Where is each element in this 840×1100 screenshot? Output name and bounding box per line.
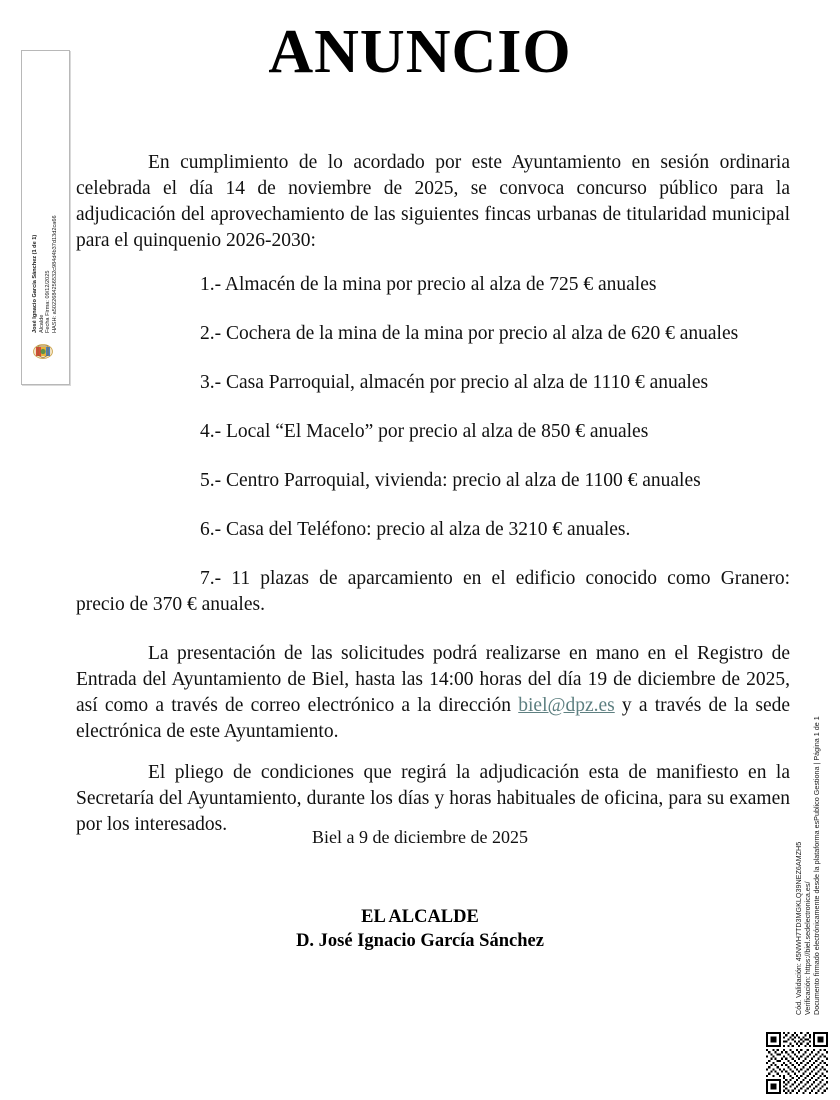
signature-signer-name: José Ignacio García Sánchez (1 de 1) xyxy=(32,234,38,333)
presentation-text-after-link: y a través de la sede electrónica de este Ayuntamiento. xyxy=(76,695,790,742)
signature-hash: HASH: a5022684256532c984d4b37d13d2ca66 xyxy=(51,215,58,333)
pliego-paragraph: El pliego de condiciones que regirá la adjudicación esta de manifiesto en la Secretaría del Ayuntamiento, durante los días y horas habituales de oficina, para su examen por los interesados. xyxy=(76,762,790,835)
presentation-text-before-link: La presentación de las solicitudes podrá realizarse en mano en el Registro de Entrada del Ayuntamiento de Biel, hasta las 14:00 horas del día 19 de diciembre de 2025, así como a través de correo electrónico a la dirección xyxy=(76,643,790,716)
list-item: 5.- Centro Parroquial, vivienda: precio al alza de 1100 € anuales xyxy=(200,470,701,491)
list-item: 4.- Local “El Macelo” por precio al alza de 850 € anuales xyxy=(200,421,649,442)
list-item: 2.- Cochera de la mina de la mina por precio al alza de 620 € anuales xyxy=(200,323,739,344)
signature-block xyxy=(0,905,840,953)
presentation-paragraph xyxy=(76,641,790,745)
list-item: 7.- 11 plazas de aparcamiento en el edificio conocido como Granero: precio de 370 € anuales. xyxy=(76,568,790,615)
signature-metadata xyxy=(32,63,58,333)
signature-role: Alcalde xyxy=(38,314,45,333)
page-title: ANUNCIO xyxy=(268,18,572,86)
verification-code: Cód. Validación: 45NWH7TD3MGKLQ39NEZ6AMZH5 xyxy=(794,841,803,1015)
list-item: 3.- Casa Parroquial, almacén por precio al alza de 1110 € anuales xyxy=(200,372,709,393)
verification-footer xyxy=(792,400,832,1020)
verification-platform: Documento firmado electrónicamente desde la plataforma esPublico Gestiona | Página 1 de 1 xyxy=(812,716,821,1015)
verification-url: Verificación: https://biel.sedelectronica.es/ xyxy=(803,881,812,1015)
list-item: 1.- Almacén de la mina por precio al alza de 725 € anuales xyxy=(200,274,657,295)
electronic-signature-box xyxy=(21,50,70,385)
verification-rotated-text xyxy=(794,405,821,1015)
list-item: 6.- Casa del Teléfono: precio al alza de 3210 € anuales. xyxy=(200,519,631,540)
coat-of-arms-seal-icon xyxy=(32,343,54,360)
qr-code-icon xyxy=(766,1032,828,1094)
signature-rotated-text-wrap xyxy=(22,51,69,384)
fincas-list xyxy=(76,272,790,618)
document-body xyxy=(76,150,790,853)
signer-name: D. José Ignacio García Sánchez xyxy=(296,931,544,951)
intro-paragraph: En cumplimiento de lo acordado por este Ayuntamiento en sesión ordinaria celebrada el día 14 de noviembre de 2025, se convoca concurso público para la adjudicación del aprovechamiento de las siguientes fincas urbanas de titularidad municipal para el quinquenio 2026-2030: xyxy=(76,152,790,251)
signature-date: Fecha Firma: 09/12/2025 xyxy=(45,270,52,333)
signer-title: EL ALCALDE xyxy=(361,907,479,927)
email-link[interactable]: biel@dpz.es xyxy=(518,695,615,716)
date-line: Biel a 9 de diciembre de 2025 xyxy=(312,827,528,847)
